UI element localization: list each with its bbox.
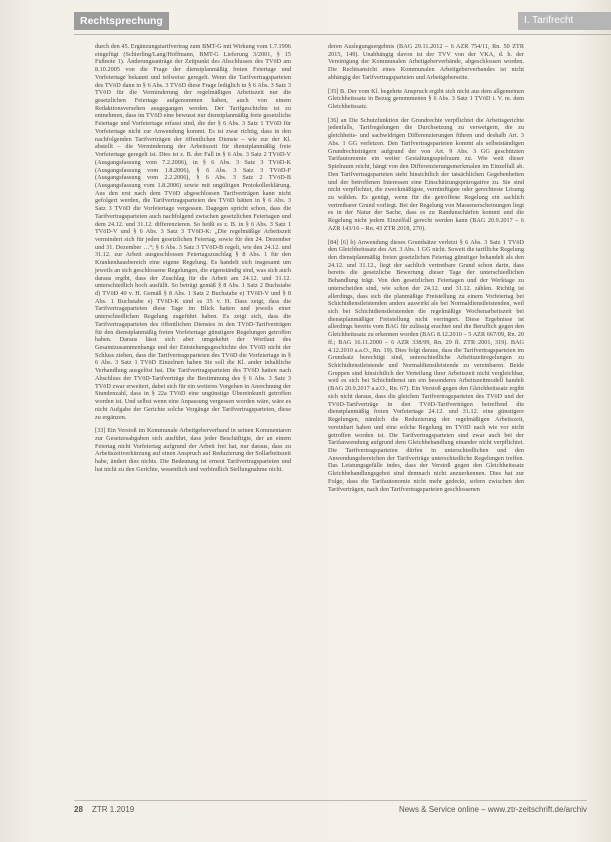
paragraph: [35] B. Der vom Kl. begehrte Anspruch ergibt sich nicht aus dem allgemeinen Gleichheitssatz in Bezug genommenen § 6 Abs. 3 Satz 1 TVöD i. V. m. dem Gleichheitssatz.	[328, 87, 524, 111]
header-rule	[74, 34, 611, 35]
left-column	[95, 43, 291, 480]
paragraph: durch den 45. Ergänzungstarifvertrag zum BMT-G mit Wirkung vom 1.7.1996 eingefügt (Schierling/Lang/Hoffmann, BMT-G Lieferung 3/2001, § 15 Fußnote 1). Änderungsanträge der Zeitpunkt des Abschlusses des TVöD am 8.10.2005 von die Frage der dienstplanmäßig freien Feiertage und Vorfeiertage bekannt und teilweise geregelt. Wenn die Tarifvertragsparteien des TVöD dann in § 6 Abs. 3 TVöD diese Frage lediglich in § 6 Abs. 3 Satz 3 TVöD für die Verminderung der regelmäßigen Arbeitszeit nur die gesetzlichen Feiertage aufgenommen haben, auch von einem Redaktionsversehen ausgegangen werden. Der Tarifgeschichte ist zu entnehmen, dass im TVöD eine bewusst nur dienstplanmäßig freie gesetzliche Feiertage und Vorfeiertage erfasst sind, die der § 6 Abs. 3 Satz 1 TVöD für Vorfeiertage nicht zur Anwendung kommt. Es ist zwar richtig, dass in den nachfolgenden Tarifverträgen der öffentlichen Dienste – wie zur der Kl. abstellt – die Verminderung der Arbeitszeit für dienstplanmäßig freie Vorfeiertage geregelt ist. Dies ist z. B. der Fall in § 6 Abs. 3 Satz 2 TVöD-V (Ausgangsfassung vom 7.2.2006), in § 6 Abs. 3 Satz 3 TVöD-K (Ausgangsfassung vom 1.8.2006), § 6 Abs. 3 Satz 3 TVöD-F (Ausgangsfassung vom 2.2.2006), § 6 Abs. 3 Satz 2 TVöD-B (Ausgangsfassung vom 1.8.2006) sowie mit ungültigen Protokollerklärung. Aus den erst nach dem TVöD abgeschlossen Tarifverträgen kann nicht gefolgert werden, die Tarifvertragsparteien des TVöD hätten in § 6 Abs. 3 Satz 3 TVöD die Vorfeiertage vergessen. Dagegen spricht schon, dass die Tarifvertragsparteien auch nachfolgend zwischen gesetzlichen Feiertagen und dem 24.12. und 31.12. differenzieren. So heißt es z. B. in § 6 Abs. 3 Satz 1 TVöD-V und § 6 Abs. 3 Satz 3 TVöD-K: „Die regelmäßige Arbeitszeit vermindert sich für jeden gesetzlichen Feiertag, sowie für den 24. Dezember und 31. Dezember …“; § 6 Abs. 3 Satz 3 TVöD-B regelt, wie den 24.12. und 31.12. zur Arbeit ausgeschlossen Feiertagszuschlag § 8 Abs. 1 für den Krankenhausbereich eine eigene Regelung. Es handelt sich insgesamt um jeweils an sich geschlossene Regelungen, die eigenständig sind, was sich auch daraus ergibt, dass der Zuschlag für die Arbeit am 24.12. und 31.12. unterschiedlich hoch ausfällt. So beträgt gemäß § 8 Abs. 1 Satz 2 Buchstabe d) TVöD 40 v. H. Gemäß § 8 Abs. 1 Satz 2 Buchstabe e) TVöD-V und § 8 Abs. 1 Buchstabe e) TVöD-K sind es 35 v. H. Dass zeigt, dass die Tarifvertragsparteien diese Tage im Blick hatten und jeweils einer unterschiedlichen Regelung zugeführt haben. Es zeigt sich, dass die Tarifvertragsparteien des öffentlichen Dienstes in den TVöD-Tarifverträgen für den dienstplanmäßig freien Vorfeiertage günstigere Regelungen getroffen haben. Daraus lässt sich aber umgekehrt der Wortlaut des Gesamtzusammenhangs und der Entstehungsgeschichte des TVöD nicht der Schluss ziehen, dass die Tarifvertragsparteien des TVöD die Vorfeiertage in § 6 Abs. 3 Satz 1 TVöD Einzelnen haben Sie soll die Kl. ander inhaltliche Verhandlung ausgelöst hat. Die Tarifvertragsparteien des TVöD hatten nach Abschluss der TVöD-Tarifverträge die Bestimmung des § 6 Abs. 3 Satz 3 TVöD zwar erweitert, dabei sich für ein weiteres Vorgehen in Anrechnung der Stundenzahl, dass in § 22a TVöD eine ungünstige Übereinkunft getroffen worden ist. Und selbst wenn eine Anpassung vergessen worden wäre, wäre es nicht Aufgabe der Gerichte solche Vorgänge der Tarifvertragsparteien, diese zu ergänzen.	[95, 43, 291, 421]
section-label: Rechtsprechung	[74, 12, 169, 30]
paragraph: [36] an Die Schutzfunktion der Grundrechte verpflichtet die Arbeitsgerichte jedenfalls, Tarifregelungen die Durchsetzung zu verweigern, die zu gleichheits- und sachwidrigen Differenzierungen führen und deshalb Art. 3 Abs. 1 GG verletzen. Den Tarifvertragsparteien kommt als selbstständigen Grundrechtsträgern aufgrund der von Art. 9 Abs. 3 GG geschützten Tarifautonomie ein weiter Gestaltungsspielraum zu. Wie weit dieser Spielraum reicht, hängt von den Differenzierungsmerkmalen im Einzelfall ab. Den Tarifvertragsparteien steht hinsichtlich der tatsächlichen Gegebenheiten und der betroffenen Interessen eine Einschätzungsprärogative zu. Sie sind nicht verpflichtet, die zweckmäßigste, vernünftigste oder gerechteste Lösung zu wählen. Es genügt, wenn für die getroffene Regelung ein sachlich vertretbarer Grund vorliegt. Bei der Regelung von Massenerscheinungen liegt es in der Natur der Sache, dass es zu Randunschärfen kommt und die Regelung nicht jedem Einzelfall gerecht werden kann (BAG 20.9.2017 – 6 AZR 143/16 – Rn. 43 ZTR 2018, 270).	[328, 116, 524, 232]
page-header	[0, 8, 611, 30]
journal-issue: ZTR 1.2019	[92, 805, 135, 814]
page-number: 28	[74, 805, 83, 814]
paragraph: deren Auslegungsergebnis (BAG 29.11.2012 – 6 AZR 754/11, Rn. 50 ZTR 2015, 149). Unabhängig davon ist der TVV von der VKA, d. h. der Vereinigung der Kommunalen Arbeitgeberverbände, abgeschlossen worden. Die Rechtsansicht eines Kommunalen Arbeitgeberverbandes ist nicht abhängig der Tarifvertragsparteien und Arbeitgeberseite.	[328, 43, 524, 81]
right-column	[328, 43, 524, 499]
paragraph: [84] [6] b) Anwendung dieses Grundsätze verletzt § 6 Abs. 3 Satz 1 TVöD den Gleichheitssatz des Art. 3 Abs. 1 GG nicht. Soweit die tarifliche Regelung den dienstplanmäßig freien gesetzlichen Feiertag günstiger behandelt als den 24.12. und 31.12., liegt der sachlich vertretbare Grund schon darin, dass bereits die gesetzliche Bewertung dieser Tage der unterschiedlichen Behandlung trägt. Von den gesetzlichen Feiertagen und der Werktage zu unterscheiden sind, wie schon der 24.12. und 31.12. zählen. Richtig ist allerdings, dass sich die planmäßige Freistellung zu einem Vorfeiertag bei Schichtdienstleistenden anders auswirkt als bei Normaldienstleistenden, weil sich bei Schichtdienstleistenden die regelmäßige Wochenarbeitszeit bei dienstplanmäßiger Freistellung nicht verringert. Diese Ergebnisse ist allerdings bereits vom BAG für zulässig erachtet und die Beruflich gegen den Gleichheitssatz zu erkennen worden (BAG 8.12.2010 – 5 AZR 667/09, Rn. 20 ff.; BAG 16.11.2000 – 6 AZR 338/99, Rn. 29 ff. ZTR 2001, 319). BAG 4.12.2010 a.a.O., Rn. 19). Dies folgt daraus, dass die Tarifvertragsparteien im Grundsatz berechtigt sind, unterschiedliche Arbeitszeitregelungen zu Schichtdienstleistende und Normaldienstleistende zu vereinbaren. Beide Gruppen sind hinsichtlich der Verteilung ihrer Arbeitszeit nicht vergleichbar, weil es sich bei Schichtdienst um ein besonderes Arbeitszeitmodell handelt (BAG 20.9.2017 a.a.O., Rn. 67). Ein Verstoß gegen den Gleichheitssatz ergibt sich nicht daraus, dass die gleichen Tarifvertragsparteien des TVöD und der TVöD-Tarifverträge in den TVöD-Tarifverträgen betreffend die dienstplanmäßig freien Vorfeiertage 24.12. und 31.12. eine günstigere Regelungen, nämlich die Reduzierung der regelmäßigen Arbeitszeit, vereinbart haben und eine solche Regelung im TVöD nach wie vor nicht getroffen worden ist. Die Tarifvertragsparteien sind zwar auch bei der Tarifanwendung aufgrund dem Gleichbehandlung einander nicht verpflichtet. Die Tarifvertragsparteien dürfen in unterschiedlichen und den Anwendungsbereichen der Tarifverträge unterschiedliche Regelungen treffen. Das Leistungsgefälle indes, dass der Verstoß gegen den Gleichheitssatz Gleichbehandlungsgebot sind demnach nicht anzuerkennen. Dies hat zur Folge, dass die Tarifautonomie nicht mehr gedeckt, sofern zwischen den Tarifverträgen, nach den Tarifvertragsparteien geschlossenen	[328, 238, 524, 493]
paragraph: [33] Ein Verstoß im Kommunale Arbeitgeberverband in seinen Kommentaren zur Gesetzesabgaben sich ausführt, dass jeder Beschäftigte, der an einem Feiertag nicht Vorfeiertag aufgrund der Arbeit frei hat, nur daraus, dass zu Arbeitszeitverkürzung auf einen Anspruch auf Reduzierung der Sollarbeitszeit habe, ändert dies nichts. Die Bedeutung ist erneut Tarifvertragsparteien und hat nicht zu den Gerichte, wesentlich und verbindlich Stellungnahme nicht.	[95, 427, 291, 473]
website-link[interactable]: News & Service online – www.ztr-zeitschrift.de/archiv	[398, 805, 587, 814]
area-label: I. Tarifrecht	[518, 12, 611, 30]
page-footer	[74, 800, 587, 816]
footer-rule	[74, 800, 587, 801]
